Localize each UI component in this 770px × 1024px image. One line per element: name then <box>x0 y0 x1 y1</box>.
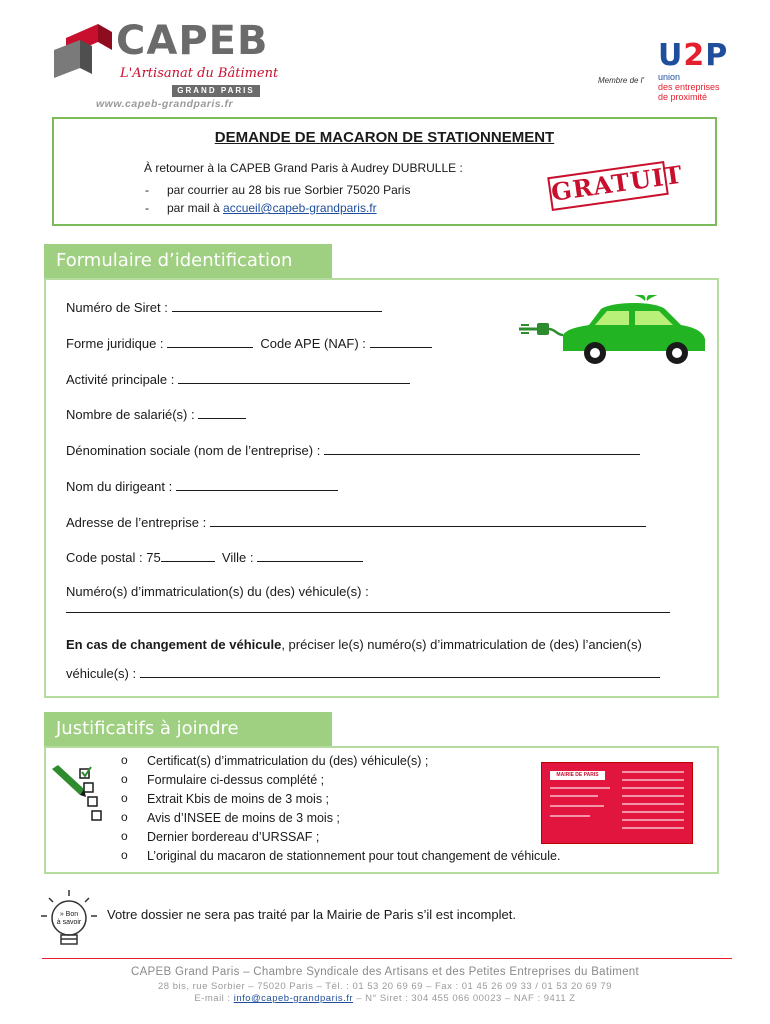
forme-juridique-field[interactable] <box>66 335 432 351</box>
anciens-vehicules-field[interactable] <box>66 665 660 681</box>
salaries-label: Nombre de salarié(s) : <box>66 407 195 422</box>
code-ape-label: Code APE (NAF) : <box>260 336 366 351</box>
incomplete-file-notice: Votre dossier ne sera pas traité par la Mairie de Paris s’il est incomplet. <box>107 907 516 922</box>
justificatif-item: o Certificat(s) d’immatriculation du (des) véhicule(s) ; <box>121 752 560 771</box>
ville-label: Ville : <box>221 550 254 565</box>
adresse-input[interactable] <box>210 514 646 527</box>
return-method-mail: - par courrier au 28 bis rue Sorbier 75020 Paris <box>167 181 410 199</box>
forme-juridique-input[interactable] <box>167 335 253 348</box>
adresse-label: Adresse de l’entreprise : <box>66 515 207 530</box>
dirigeant-field[interactable] <box>66 478 338 494</box>
denomination-label: Dénomination sociale (nom de l’entreprise) : <box>66 443 321 458</box>
justificatif-item: o Formulaire ci-dessus complété ; <box>121 771 560 790</box>
activite-field[interactable] <box>66 371 410 387</box>
dirigeant-label: Nom du dirigeant : <box>66 479 173 494</box>
email-link[interactable]: accueil@capeb-grandparis.fr <box>223 201 377 215</box>
return-methods-list <box>167 181 410 217</box>
justificatifs-list <box>121 752 560 866</box>
u2p-letter-u: U <box>658 38 684 73</box>
title-box <box>52 117 717 226</box>
electric-car-icon <box>515 295 720 365</box>
footer-email-link[interactable]: info@capeb-grandparis.fr <box>233 993 354 1004</box>
justificatif-item: o L’original du macaron de stationnement pour tout changement de véhicule. <box>121 847 560 866</box>
salaries-input[interactable] <box>198 406 246 419</box>
denomination-field[interactable] <box>66 442 640 458</box>
justificatif-item: o Extrait Kbis de moins de 3 mois ; <box>121 790 560 809</box>
u2p-tagline <box>658 72 720 102</box>
siret-input[interactable] <box>172 299 382 312</box>
capeb-logo <box>52 18 279 114</box>
code-postal-field[interactable] <box>66 549 363 565</box>
capeb-emblem-icon <box>52 20 116 82</box>
checklist-icon <box>50 763 110 825</box>
u2p-letter-p: P <box>705 38 729 73</box>
immatriculation-field[interactable] <box>66 584 369 599</box>
justificatif-item: o Avis d’INSEE de moins de 3 mois ; <box>121 809 560 828</box>
capeb-website-link[interactable]: www.capeb-grandparis.fr <box>96 98 234 110</box>
svg-text:» Bon: » Bon <box>59 911 79 918</box>
activite-input[interactable] <box>178 371 410 384</box>
svg-text:à savoir: à savoir <box>56 919 82 926</box>
return-instructions: À retourner à la CAPEB Grand Paris à Audrey DUBRULLE : <box>144 161 463 175</box>
changement-note <box>66 637 642 652</box>
return-method-email: - par mail à accueil@capeb-grandparis.fr <box>167 199 410 217</box>
forme-juridique-label: Forme juridique : <box>66 336 164 351</box>
capeb-tagline: L'Artisanat du Bâtiment <box>120 66 279 81</box>
footer-contact: E-mail : info@capeb-grandparis.fr – N° Siret : 304 455 066 00023 – NAF : 9411 Z <box>194 993 576 1004</box>
justificatifs-section-heading: Justificatifs à joindre <box>44 712 332 746</box>
siret-field[interactable] <box>66 299 382 315</box>
u2p-line-1: union <box>658 72 681 82</box>
footer-organisation: CAPEB Grand Paris – Chambre Syndicale des Artisans et des Petites Entreprises du Batiment <box>130 966 639 978</box>
gratuit-stamp: GRATUIT <box>547 161 669 211</box>
member-label: Membre de l' <box>598 76 644 85</box>
page-title: DEMANDE DE MACARON DE STATIONNEMENT <box>214 129 555 146</box>
immatriculation-label: Numéro(s) d’immatriculation(s) du (des) véhicule(s) : <box>66 584 369 599</box>
justificatif-item: o Dernier bordereau d’URSSAF ; <box>121 828 560 847</box>
dirigeant-input[interactable] <box>176 478 338 491</box>
anciens-vehicules-label: véhicule(s) : <box>66 666 137 681</box>
salaries-field[interactable] <box>66 406 246 422</box>
capeb-wordmark: CAPEB <box>116 18 269 64</box>
adresse-field[interactable] <box>66 514 646 530</box>
immatriculation-input[interactable] <box>66 600 670 616</box>
changement-label-rest: , préciser le(s) numéro(s) d’immatriculation de (des) l’ancien(s) <box>281 637 642 652</box>
changement-label-bold: En cas de changement de véhicule <box>66 637 282 652</box>
code-postal-label: Code postal : 75 <box>66 550 161 565</box>
ville-input[interactable] <box>257 549 363 562</box>
anciens-vehicules-input[interactable] <box>140 665 660 678</box>
u2p-letter-2: 2 <box>683 38 706 73</box>
activite-label: Activité principale : <box>66 372 175 387</box>
capeb-region-label: GRAND PARIS <box>172 85 260 97</box>
u2p-wordmark <box>658 38 728 73</box>
u2p-line-3: de proximité <box>658 92 708 102</box>
u2p-line-2: des entreprises <box>658 82 720 92</box>
footer-address: 28 bis, rue Sorbier – 75020 Paris – Tél. : 01 53 20 69 69 – Fax : 01 45 26 09 33 / 01 53 20 69 79 <box>158 981 612 992</box>
footer-divider <box>42 958 732 959</box>
macaron-band: MAIRIE DE PARIS <box>550 771 605 780</box>
lightbulb-icon <box>37 888 101 950</box>
code-postal-input[interactable] <box>161 549 215 562</box>
siret-label: Numéro de Siret : <box>66 300 168 315</box>
macaron-image <box>541 762 693 844</box>
code-ape-input[interactable] <box>370 335 432 348</box>
denomination-input[interactable] <box>324 442 640 455</box>
form-section-heading: Formulaire d’identification <box>44 244 332 278</box>
